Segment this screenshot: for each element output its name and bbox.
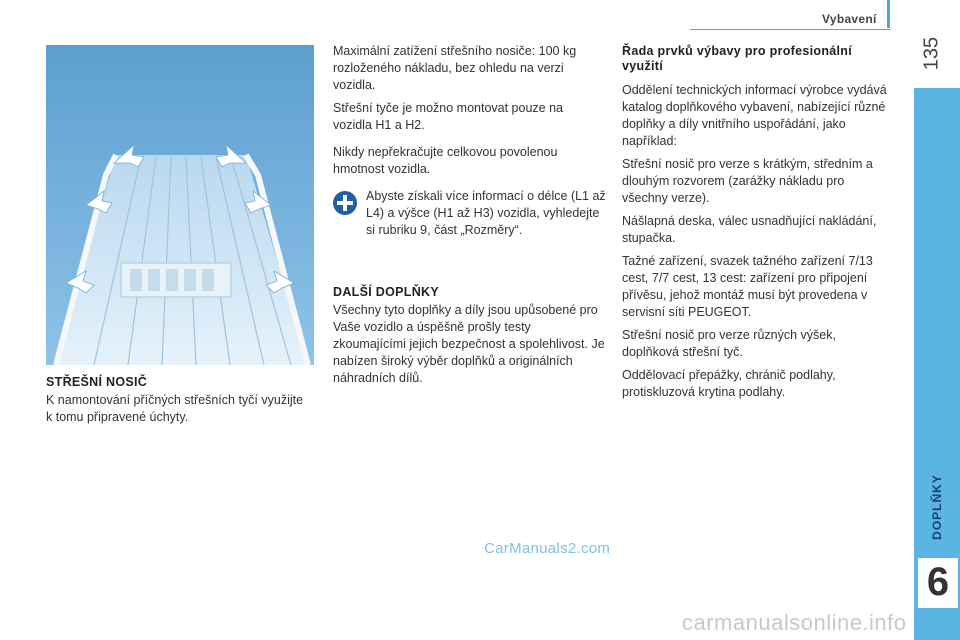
watermark-carmanualsonline: carmanualsonline.info [682,610,907,635]
step-board-paragraph: Nášlapná deska, válec usnadňující nakládání, stupačka. [622,214,877,245]
watermark-carmanuals2: CarManuals2.com [484,540,611,557]
partitions-paragraph: Oddělovací přepážky, chránič podlahy, protiskluzová krytina podlahy. [622,368,836,399]
info-note-text: Abyste získali více informací o délce (L1 až L4) a výšce (H1 až H3) vozidla, vyhledejte si rubriku 9, část „Rozměry“. [366,189,606,237]
header-accent-bar [887,0,890,28]
right-column [622,82,890,407]
professional-equipment-title: Řada prvků výbavy pro profesionální využití [622,44,853,73]
weight-warning-text: Nikdy nepřekračujte celkovou povolenou hmotnost vozidla. [333,145,558,176]
info-plus-icon [333,191,357,215]
towing-paragraph: Tažné zařízení, svazek tažného zařízení 7/13 cest, 7/7 cest, 13 cest: zařízení pro připojení přívěsu, jehož montáž musí být provedena v servisní síti PEUGEOT. [622,254,873,319]
page-number: 135 [920,36,943,71]
roof-rack-title: STŘEŠNÍ NOSIČ [46,375,148,389]
other-accessories-text: Všechny tyto doplňky a díly jsou upůsobené pro Vaše vozidlo a úspěšně prošly testy zkoumajícími jejich bezpečnost a spolehlivost. Je nabízen široký výběr doplňků a originálních náhradních dílů. [333,303,605,385]
load-limit-text: Maximální zatížení střešního nosiče: 100 kg rozloženého nákladu, bez ohledu na verzi vozidla. [333,44,577,92]
roof-rack-illustration [46,45,314,365]
header-rule [690,29,890,30]
other-accessories-title: DALŠÍ DOPLŇKY [333,285,439,299]
roof-bars-text: Střešní tyče je možno montovat pouze na vozidla H1 a H2. [333,101,563,132]
middle-column [333,43,605,184]
catalog-paragraph: Oddělení technických informací výrobce vydává katalog doplňkového vybavení, nabízející různé doplňky a díly vnitřního uspořádání, jako například: [622,83,887,148]
chapter-label: DOPLŇKY [930,474,944,540]
roof-rack-versions-paragraph: Střešní nosič pro verze s krátkým, středním a dlouhým rozvorem (zarážky nákladu pro všechny verze). [622,157,873,205]
roof-rack-heights-paragraph: Střešní nosič pro verze různých výšek, doplňková střešní tyč. [622,328,836,359]
page-header-title: Vybavení [822,12,877,26]
roof-rack-text: K namontování příčných střešních tyčí využijte k tomu připravené úchyty. [46,393,304,424]
chapter-number: 6 [926,560,950,604]
